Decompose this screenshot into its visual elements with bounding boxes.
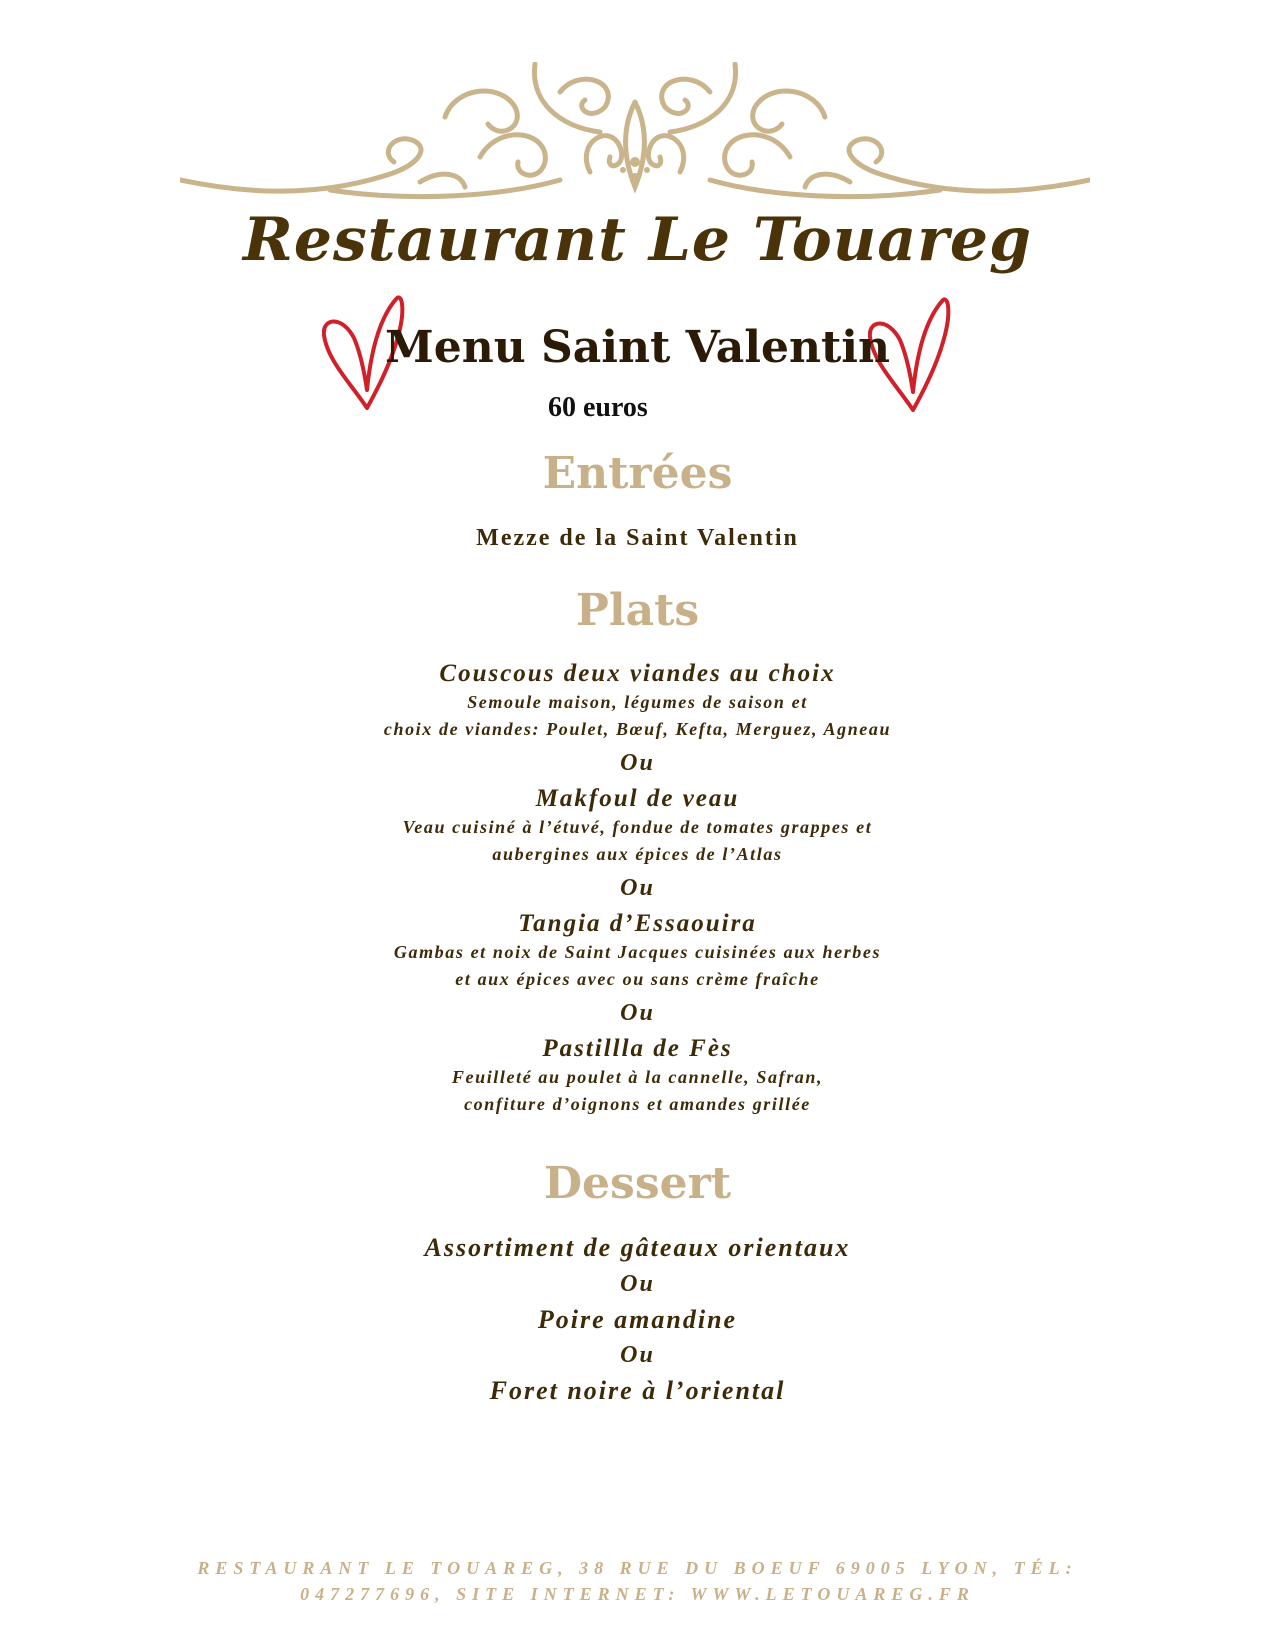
dish-description: confiture d’oignons et amandes grillée <box>464 1094 811 1114</box>
dish-description: choix de viandes: Poulet, Bœuf, Kefta, Merguez, Agneau <box>383 719 892 739</box>
dish-name: Couscous deux viandes au choix <box>439 660 836 687</box>
dessert-item: Assortiment de gâteaux orientaux <box>424 1233 851 1262</box>
dessert-item: Foret noire à l’oriental <box>489 1376 786 1405</box>
or-separator: Ou <box>620 1342 655 1368</box>
menu-price: 60 euros <box>548 392 648 423</box>
dish-name: Tangia d’Essaouira <box>518 910 757 937</box>
restaurant-name: Restaurant Le Touareg <box>242 205 1033 275</box>
entrees-heading: Entrées <box>542 448 733 499</box>
dish-description: Semoule maison, légumes de saison et <box>467 692 808 712</box>
dish-description: Feuilleté au poulet à la cannelle, Safran, <box>451 1067 824 1087</box>
entree-item: Mezze de la Saint Valentin <box>476 525 799 551</box>
or-separator: Ou <box>620 750 655 776</box>
dish-name: Pastillla de Fès <box>542 1035 733 1062</box>
scroll-ornament-icon <box>180 62 1090 212</box>
footer-address: RESTAURANT LE TOUAREG, 38 RUE DU BOEUF 69005 LYON, TÉL: <box>197 1558 1078 1578</box>
or-separator: Ou <box>620 875 655 901</box>
dish-description: et aux épices avec ou sans crème fraîche <box>455 969 820 989</box>
or-separator: Ou <box>620 1271 655 1297</box>
or-separator: Ou <box>620 1000 655 1026</box>
menu-title: Menu Saint Valentin <box>385 322 890 373</box>
dish-description: aubergines aux épices de l’Atlas <box>492 844 783 864</box>
dish-description: Veau cuisiné à l’étuvé, fondue de tomates grappes et <box>402 817 873 837</box>
plats-heading: Plats <box>575 585 700 636</box>
dessert-heading: Dessert <box>543 1158 732 1209</box>
dish-name: Makfoul de veau <box>535 785 740 812</box>
footer-website: 047277696, SITE INTERNET: WWW.LETOUAREG.FR <box>300 1584 975 1604</box>
dessert-item: Poire amandine <box>537 1305 738 1334</box>
dish-description: Gambas et noix de Saint Jacques cuisinées aux herbes <box>393 942 882 962</box>
footer-contact <box>150 1555 1125 1607</box>
